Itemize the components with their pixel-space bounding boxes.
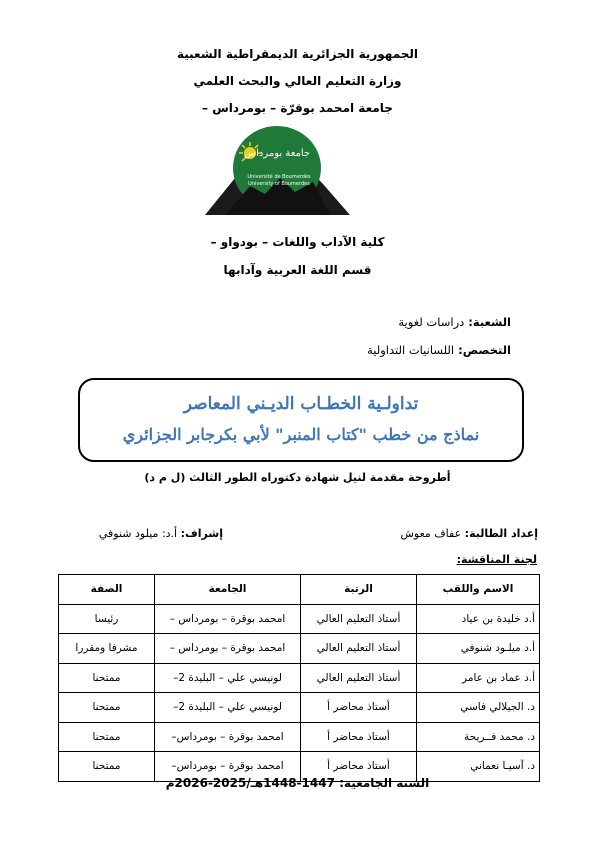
- member-name: أ.د عماد بن عامر: [417, 663, 540, 693]
- header-name: الاسم واللقب: [417, 575, 540, 605]
- logo-latin-line1: Université de Boumerdès: [247, 174, 311, 180]
- member-university: امحمد بوقرة – بومرداس –: [155, 604, 301, 634]
- logo-arabic-text: جامعة بومرداس: [243, 148, 311, 159]
- table-row: [59, 693, 540, 723]
- member-rank: أستاذ محاضر أ: [301, 722, 417, 752]
- member-university: امحمد بوقرة – بومرداس –: [155, 634, 301, 664]
- student-name: عفاف معوش: [400, 527, 462, 540]
- member-role: ممتحنا: [59, 722, 155, 752]
- member-rank: أستاذ محاضر أ: [301, 693, 417, 723]
- member-university: لونيسي علي – البليدة 2–: [155, 663, 301, 693]
- academic-year-label: السنة الجامعية:: [339, 776, 430, 790]
- member-university: امحمد بوقرة – بومرداس–: [155, 722, 301, 752]
- supervisor-line: [99, 527, 223, 540]
- header-university: الجامعة: [155, 575, 301, 605]
- logo-latin-line2: University of Boumerdes: [248, 181, 310, 187]
- member-role: رئيسا: [59, 604, 155, 634]
- supervisor-label: إشراف:: [180, 527, 223, 540]
- specialty-value: اللسانيات التداولية: [367, 343, 455, 357]
- faculty-name: كلية الآداب واللغات – بودواو –: [210, 235, 385, 249]
- member-role: ممتحنا: [59, 693, 155, 723]
- committee-title: لجنة المناقشة:: [456, 553, 537, 566]
- member-role: ممتحنا: [59, 663, 155, 693]
- member-name: د. آسيـا نعماني: [417, 752, 540, 782]
- table-row: [59, 663, 540, 693]
- header-rank: الرتبة: [301, 575, 417, 605]
- member-role: ممتحنا: [59, 752, 155, 782]
- table-row: [59, 604, 540, 634]
- member-university: امحمد بوقرة – بومرداس–: [155, 752, 301, 782]
- thesis-subtitle: أطروحة مقدمة لنيل شهادة دكتوراه الطور الثالث (ل م د): [144, 471, 451, 484]
- member-name: أ.د ميلـود شنوفي: [417, 634, 540, 664]
- student-line: [400, 527, 538, 540]
- member-name: د. الجيلالي فاسي: [417, 693, 540, 723]
- committee-table: [58, 574, 540, 782]
- ministry-name: وزارة التعليم العالي والبحث العلمي: [193, 74, 402, 88]
- member-rank: أستاذ التعليم العالي: [301, 634, 417, 664]
- specialty-label: التخصص:: [458, 343, 511, 357]
- supervisor-name: أ.د: ميلود شنوفي: [98, 527, 178, 540]
- member-rank: أستاذ التعليم العالي: [301, 663, 417, 693]
- member-university: لونيسي علي – البليدة 2–: [155, 693, 301, 723]
- university-name: جامعة امحمد بوقرّة – بومرداس –: [202, 101, 393, 115]
- republic-name: الجمهورية الجزائرية الديمقراطية الشعبية: [176, 47, 419, 61]
- member-name: د. محمد فــريحة: [417, 722, 540, 752]
- member-name: أ.د خليدة بن عياد: [417, 604, 540, 634]
- thesis-title-line1: تداولـية الخطـاب الديـني المعاصر: [183, 394, 419, 414]
- thesis-title-box: [78, 378, 524, 462]
- table-row: [59, 634, 540, 664]
- university-logo: [205, 120, 350, 215]
- department-name: قسم اللغة العربية وآدابها: [223, 263, 372, 277]
- academic-year-line: [0, 776, 595, 790]
- member-role: مشرفا ومقررا: [59, 634, 155, 664]
- branch-value: دراسات لغوية: [398, 315, 465, 329]
- table-row: [59, 722, 540, 752]
- header-role: الصفة: [59, 575, 155, 605]
- member-rank: أستاذ التعليم العالي: [301, 604, 417, 634]
- specialty-line: [367, 342, 511, 358]
- thesis-title-line2: نماذج من خطب "كتاب المنبر" لأبي بكرجابر الجزائري: [122, 425, 480, 444]
- branch-label: الشعبة:: [468, 315, 511, 329]
- student-label: إعداد الطالبة:: [464, 527, 538, 540]
- table-header-row: [59, 575, 540, 605]
- university-logo-graphic: [205, 120, 350, 215]
- member-rank: أستاذ محاضر أ: [301, 752, 417, 782]
- academic-year-value: 1447-1448هـ/2025-2026م: [165, 776, 335, 790]
- branch-line: [398, 314, 511, 330]
